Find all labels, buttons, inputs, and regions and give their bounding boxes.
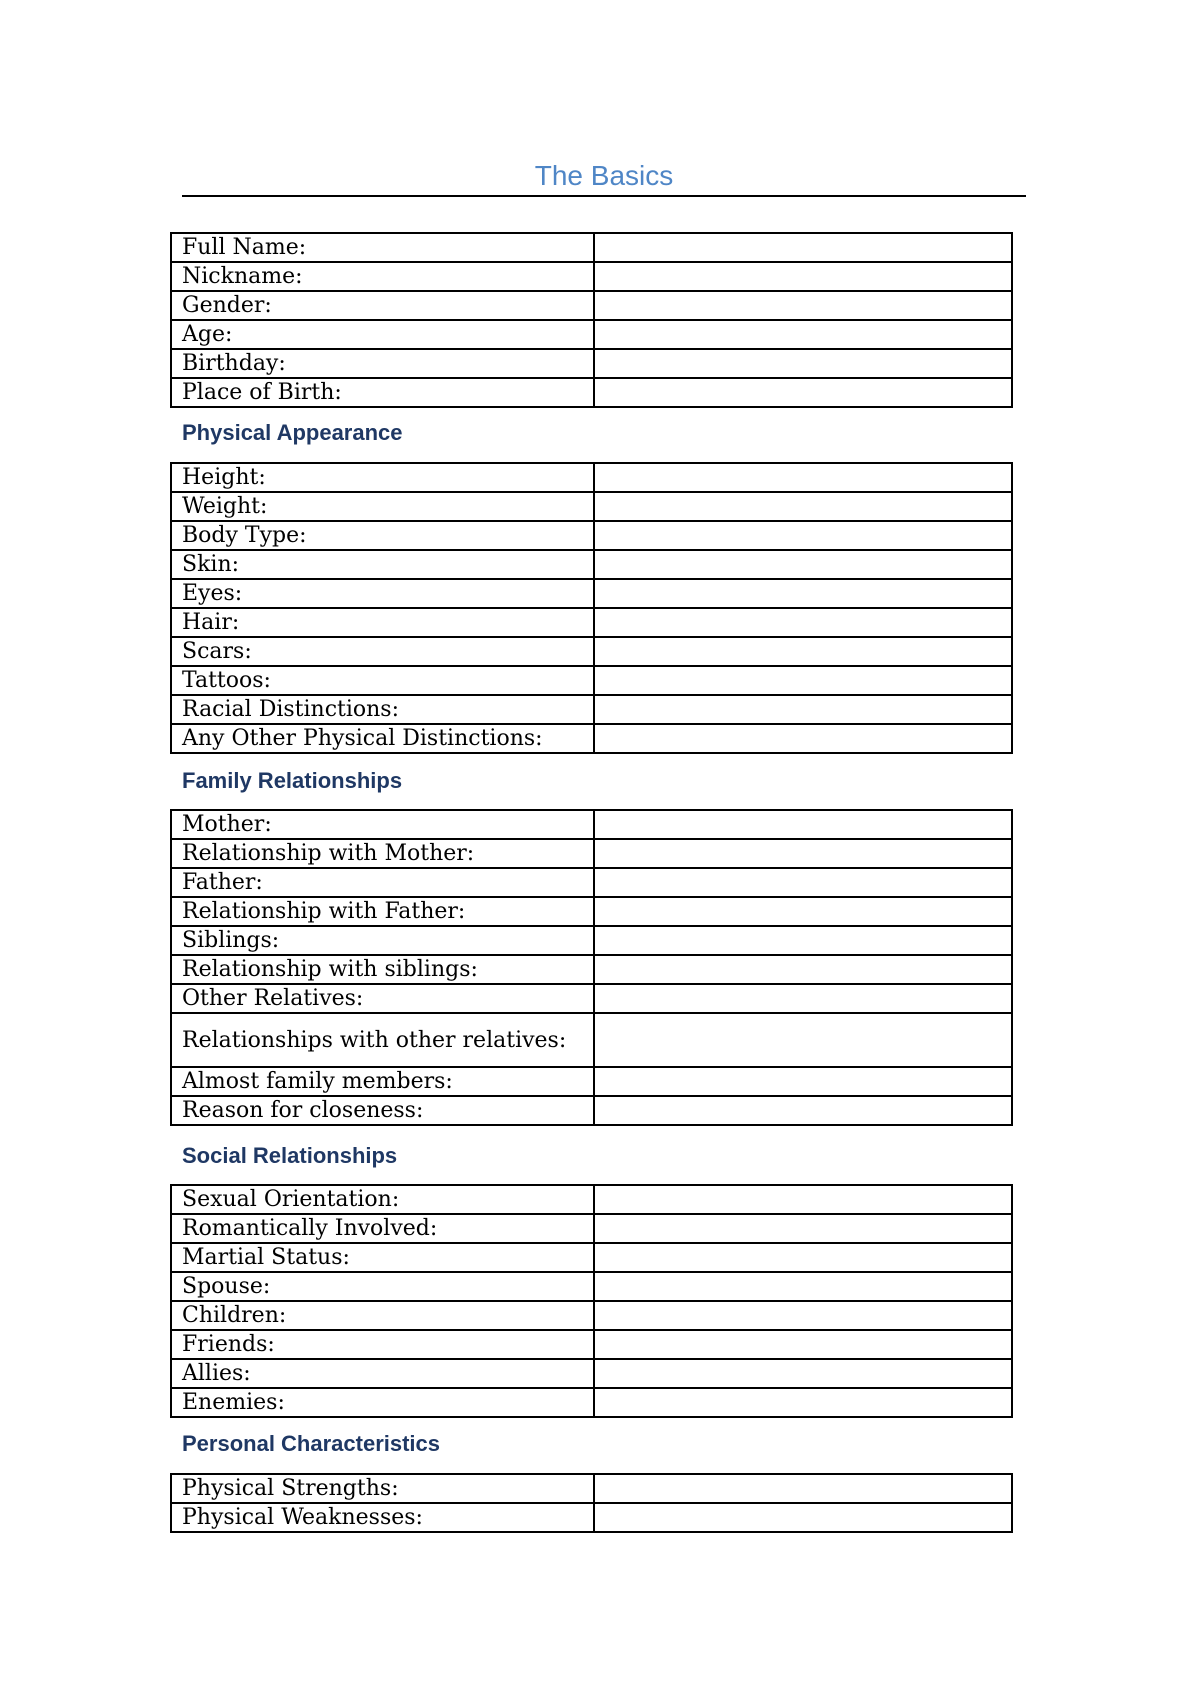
table-row <box>171 320 1012 349</box>
field-label: Relationship with siblings: <box>171 955 594 984</box>
table-row <box>171 724 1012 753</box>
table-row <box>171 1243 1012 1272</box>
table-row <box>171 262 1012 291</box>
field-label: Gender: <box>171 291 594 320</box>
field-label: Reason for closeness: <box>171 1096 594 1125</box>
title-divider <box>182 195 1026 197</box>
table-row <box>171 349 1012 378</box>
field-value[interactable] <box>594 233 1012 262</box>
field-value[interactable] <box>594 1013 1012 1067</box>
field-label: Mother: <box>171 810 594 839</box>
field-label: Relationship with Father: <box>171 897 594 926</box>
field-value[interactable] <box>594 868 1012 897</box>
field-label: Physical Strengths: <box>171 1474 594 1503</box>
field-value[interactable] <box>594 984 1012 1013</box>
table-row <box>171 521 1012 550</box>
table-row <box>171 1359 1012 1388</box>
table-row <box>171 1330 1012 1359</box>
field-value[interactable] <box>594 320 1012 349</box>
field-label: Martial Status: <box>171 1243 594 1272</box>
field-label: Birthday: <box>171 349 594 378</box>
field-label: Body Type: <box>171 521 594 550</box>
field-value[interactable] <box>594 1185 1012 1214</box>
field-value[interactable] <box>594 810 1012 839</box>
field-value[interactable] <box>594 1301 1012 1330</box>
table-row <box>171 897 1012 926</box>
table-row <box>171 233 1012 262</box>
personal-characteristics-table <box>170 1473 1013 1533</box>
field-value[interactable] <box>594 839 1012 868</box>
field-value[interactable] <box>594 695 1012 724</box>
field-label: Eyes: <box>171 579 594 608</box>
field-value[interactable] <box>594 1330 1012 1359</box>
field-value[interactable] <box>594 955 1012 984</box>
field-label: Other Relatives: <box>171 984 594 1013</box>
table-row <box>171 550 1012 579</box>
field-label: Weight: <box>171 492 594 521</box>
table-row <box>171 463 1012 492</box>
field-value[interactable] <box>594 349 1012 378</box>
table-row <box>171 1185 1012 1214</box>
field-value[interactable] <box>594 666 1012 695</box>
field-value[interactable] <box>594 463 1012 492</box>
field-value[interactable] <box>594 1474 1012 1503</box>
field-label: Spouse: <box>171 1272 594 1301</box>
table-row <box>171 378 1012 407</box>
field-label: Height: <box>171 463 594 492</box>
field-value[interactable] <box>594 637 1012 666</box>
table-row <box>171 1272 1012 1301</box>
field-label: Sexual Orientation: <box>171 1185 594 1214</box>
field-value[interactable] <box>594 550 1012 579</box>
field-value[interactable] <box>594 724 1012 753</box>
field-label: Tattoos: <box>171 666 594 695</box>
field-label: Full Name: <box>171 233 594 262</box>
field-label: Friends: <box>171 1330 594 1359</box>
field-label: Skin: <box>171 550 594 579</box>
table-row <box>171 810 1012 839</box>
field-label: Father: <box>171 868 594 897</box>
table-row <box>171 492 1012 521</box>
table-row <box>171 1388 1012 1417</box>
table-row <box>171 1301 1012 1330</box>
family-relationships-table <box>170 809 1013 1126</box>
field-value[interactable] <box>594 1272 1012 1301</box>
field-label: Almost family members: <box>171 1067 594 1096</box>
field-value[interactable] <box>594 1067 1012 1096</box>
table-row <box>171 1013 1012 1067</box>
field-label: Racial Distinctions: <box>171 695 594 724</box>
field-value[interactable] <box>594 262 1012 291</box>
table-row <box>171 637 1012 666</box>
field-value[interactable] <box>594 492 1012 521</box>
field-value[interactable] <box>594 579 1012 608</box>
field-label: Relationship with Mother: <box>171 839 594 868</box>
field-label: Relationships with other relatives: <box>171 1013 594 1067</box>
section-heading-family-relationships: Family Relationships <box>182 768 403 793</box>
table-row <box>171 1067 1012 1096</box>
field-value[interactable] <box>594 291 1012 320</box>
field-value[interactable] <box>594 1388 1012 1417</box>
table-row <box>171 868 1012 897</box>
field-value[interactable] <box>594 897 1012 926</box>
section-heading-physical-appearance: Physical Appearance <box>182 420 403 445</box>
field-value[interactable] <box>594 1243 1012 1272</box>
table-row <box>171 926 1012 955</box>
field-label: Any Other Physical Distinctions: <box>171 724 594 753</box>
table-row <box>171 839 1012 868</box>
section-heading-social-relationships: Social Relationships <box>182 1143 398 1168</box>
table-row <box>171 1214 1012 1243</box>
field-value[interactable] <box>594 1359 1012 1388</box>
table-row <box>171 955 1012 984</box>
section-heading-personal-characteristics: Personal Characteristics <box>182 1431 441 1456</box>
field-label: Scars: <box>171 637 594 666</box>
field-value[interactable] <box>594 608 1012 637</box>
field-label: Physical Weaknesses: <box>171 1503 594 1532</box>
field-label: Age: <box>171 320 594 349</box>
field-value[interactable] <box>594 1214 1012 1243</box>
table-row <box>171 291 1012 320</box>
field-label: Romantically Involved: <box>171 1214 594 1243</box>
field-label: Hair: <box>171 608 594 637</box>
table-row <box>171 579 1012 608</box>
field-label: Children: <box>171 1301 594 1330</box>
page-title: The Basics <box>534 160 674 191</box>
table-row <box>171 984 1012 1013</box>
table-row <box>171 666 1012 695</box>
field-label: Allies: <box>171 1359 594 1388</box>
table-row <box>171 1096 1012 1125</box>
table-row <box>171 1503 1012 1532</box>
table-row <box>171 608 1012 637</box>
physical-appearance-table <box>170 462 1013 754</box>
social-relationships-table <box>170 1184 1013 1418</box>
basics-table <box>170 232 1013 408</box>
table-row <box>171 1474 1012 1503</box>
field-value[interactable] <box>594 378 1012 407</box>
field-label: Place of Birth: <box>171 378 594 407</box>
field-value[interactable] <box>594 521 1012 550</box>
field-label: Enemies: <box>171 1388 594 1417</box>
field-label: Siblings: <box>171 926 594 955</box>
field-value[interactable] <box>594 926 1012 955</box>
table-row <box>171 695 1012 724</box>
field-value[interactable] <box>594 1503 1012 1532</box>
field-label: Nickname: <box>171 262 594 291</box>
field-value[interactable] <box>594 1096 1012 1125</box>
